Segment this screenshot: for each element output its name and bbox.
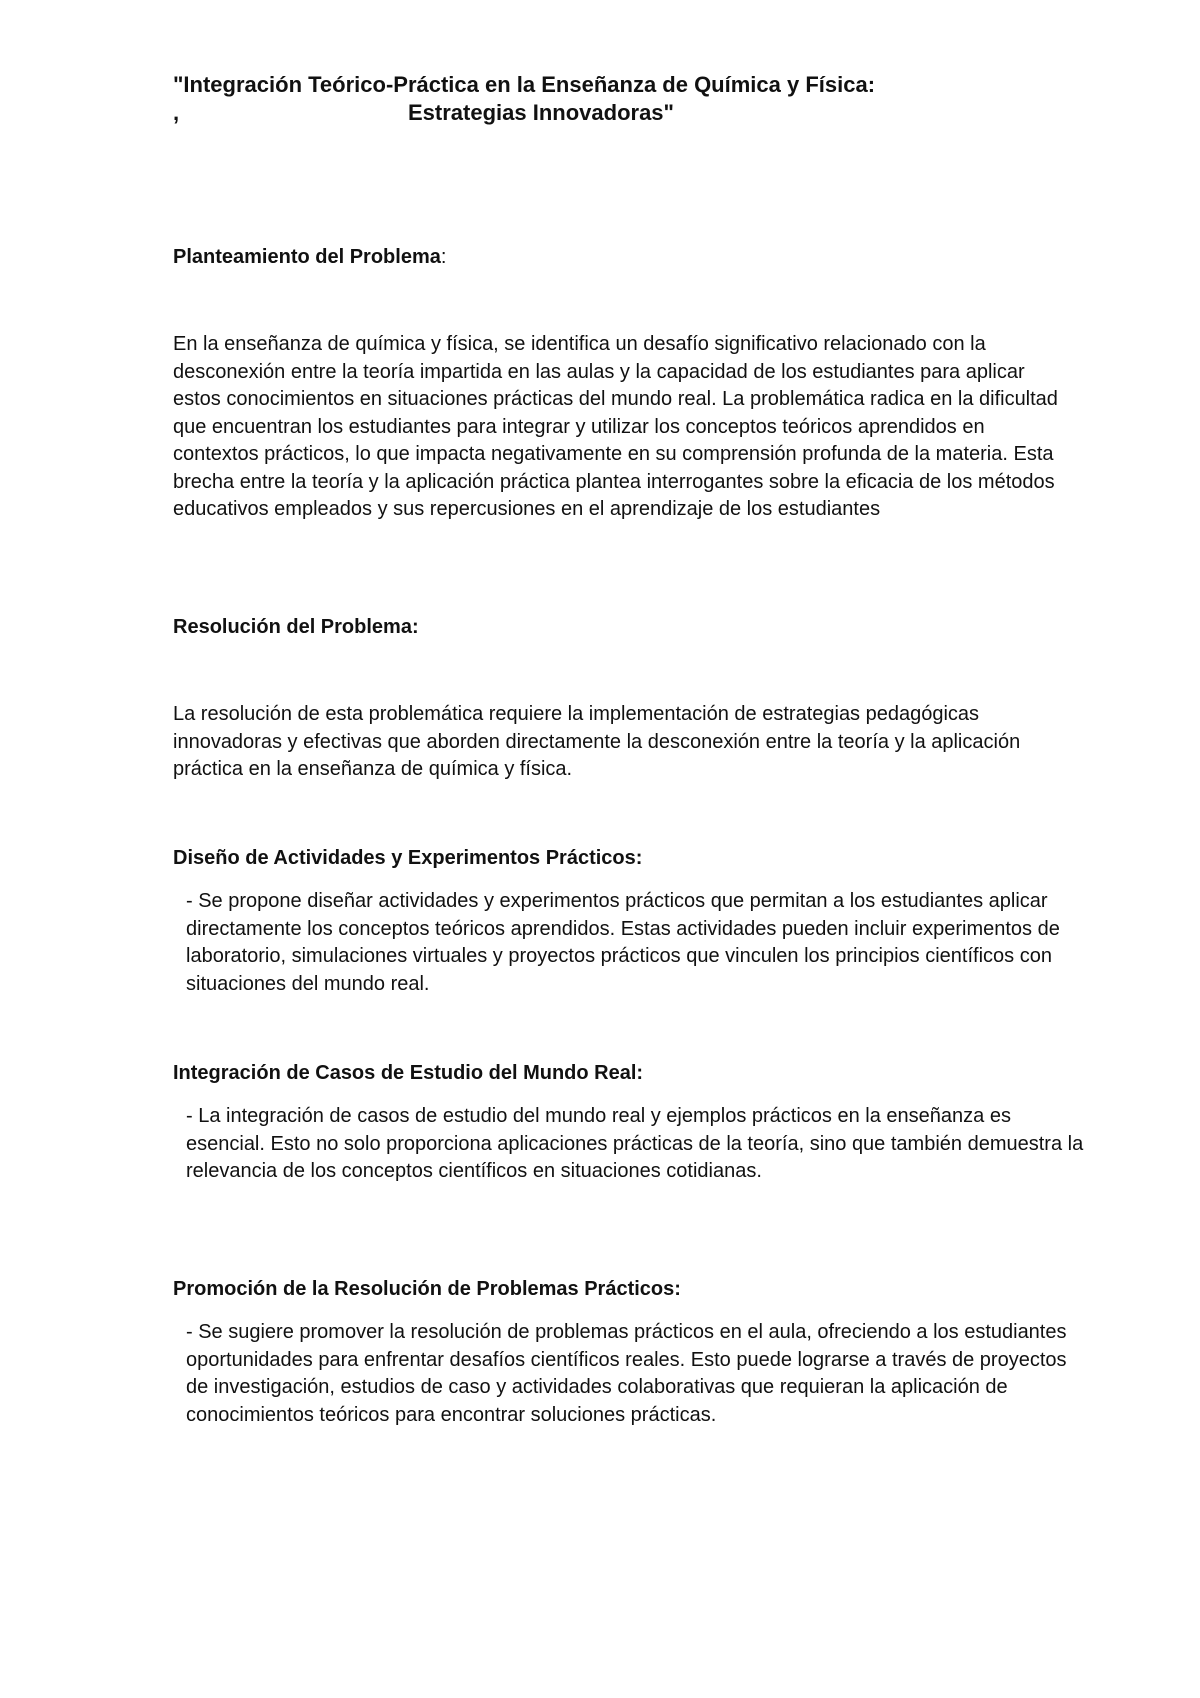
title-line-2	[173, 99, 1073, 127]
section-heading-diseno: Diseño de Actividades y Experimentos Prácticos:	[173, 847, 643, 869]
document-title	[173, 71, 1073, 127]
section-heading-planteamiento	[173, 244, 1073, 272]
section-heading-promocion: Promoción de la Resolución de Problemas Prácticos:	[173, 1278, 681, 1300]
section-heading-resolucion: Resolución del Problema:	[173, 616, 419, 638]
title-comma: ,	[173, 100, 180, 125]
resolucion-paragraph: La resolución de esta problemática requiere la implementación de estrategias pedagógicas innovadoras y efectivas que aborden directamente la desconexión entre la teoría y la aplicación práctica en la enseñanza de química y física.	[173, 703, 1021, 780]
title-subtitle: Estrategias Innovadoras"	[408, 100, 674, 125]
planteamiento-heading-text: Planteamiento del Problema	[173, 246, 441, 268]
promocion-paragraph: - Se sugiere promover la resolución de problemas prácticos en el aula, ofreciendo a los estudiantes oportunidades para enfrentar desafíos científicos reales. Esto puede lograrse a través de proyectos de investigación, estudios de caso y actividades colaborativas que requieran la aplicación de conocimientos teóricos para encontrar soluciones prácticas.	[186, 1321, 1067, 1426]
section-heading-integracion: Integración de Casos de Estudio del Mundo Real:	[173, 1062, 644, 1084]
diseno-paragraph: - Se propone diseñar actividades y experimentos prácticos que permitan a los estudiantes aplicar directamente los conceptos teóricos aprendidos. Estas actividades pueden incluir experimentos de laboratorio, simulaciones virtuales y proyectos prácticos que vinculen los principios científicos con situaciones del mundo real.	[186, 890, 1060, 995]
planteamiento-paragraph: En la enseñanza de química y física, se identifica un desafío significativo relacionado con la desconexión entre la teoría impartida en las aulas y la capacidad de los estudiantes para aplicar estos conocimientos en situaciones prácticas del mundo real. La problemática radica en la dificultad que encuentran los estudiantes para integrar y utilizar los conceptos teóricos aprendidos en contextos prácticos, lo que impacta negativamente en su comprensión profunda de la materia. Esta brecha entre la teoría y la aplicación práctica plantea interrogantes sobre la eficacia de los métodos educativos empleados y sus repercusiones en el aprendizaje de los estudiantes	[173, 333, 1058, 520]
planteamiento-heading-colon: :	[440, 246, 447, 268]
title-line-1: "Integración Teórico-Práctica en la Enseñanza de Química y Física:	[173, 72, 876, 97]
integracion-paragraph: - La integración de casos de estudio del mundo real y ejemplos prácticos en la enseñanza es esencial. Esto no solo proporciona aplicaciones prácticas de la teoría, sino que también demuestra la relevancia de los conceptos científicos en situaciones cotidianas.	[186, 1105, 1084, 1182]
